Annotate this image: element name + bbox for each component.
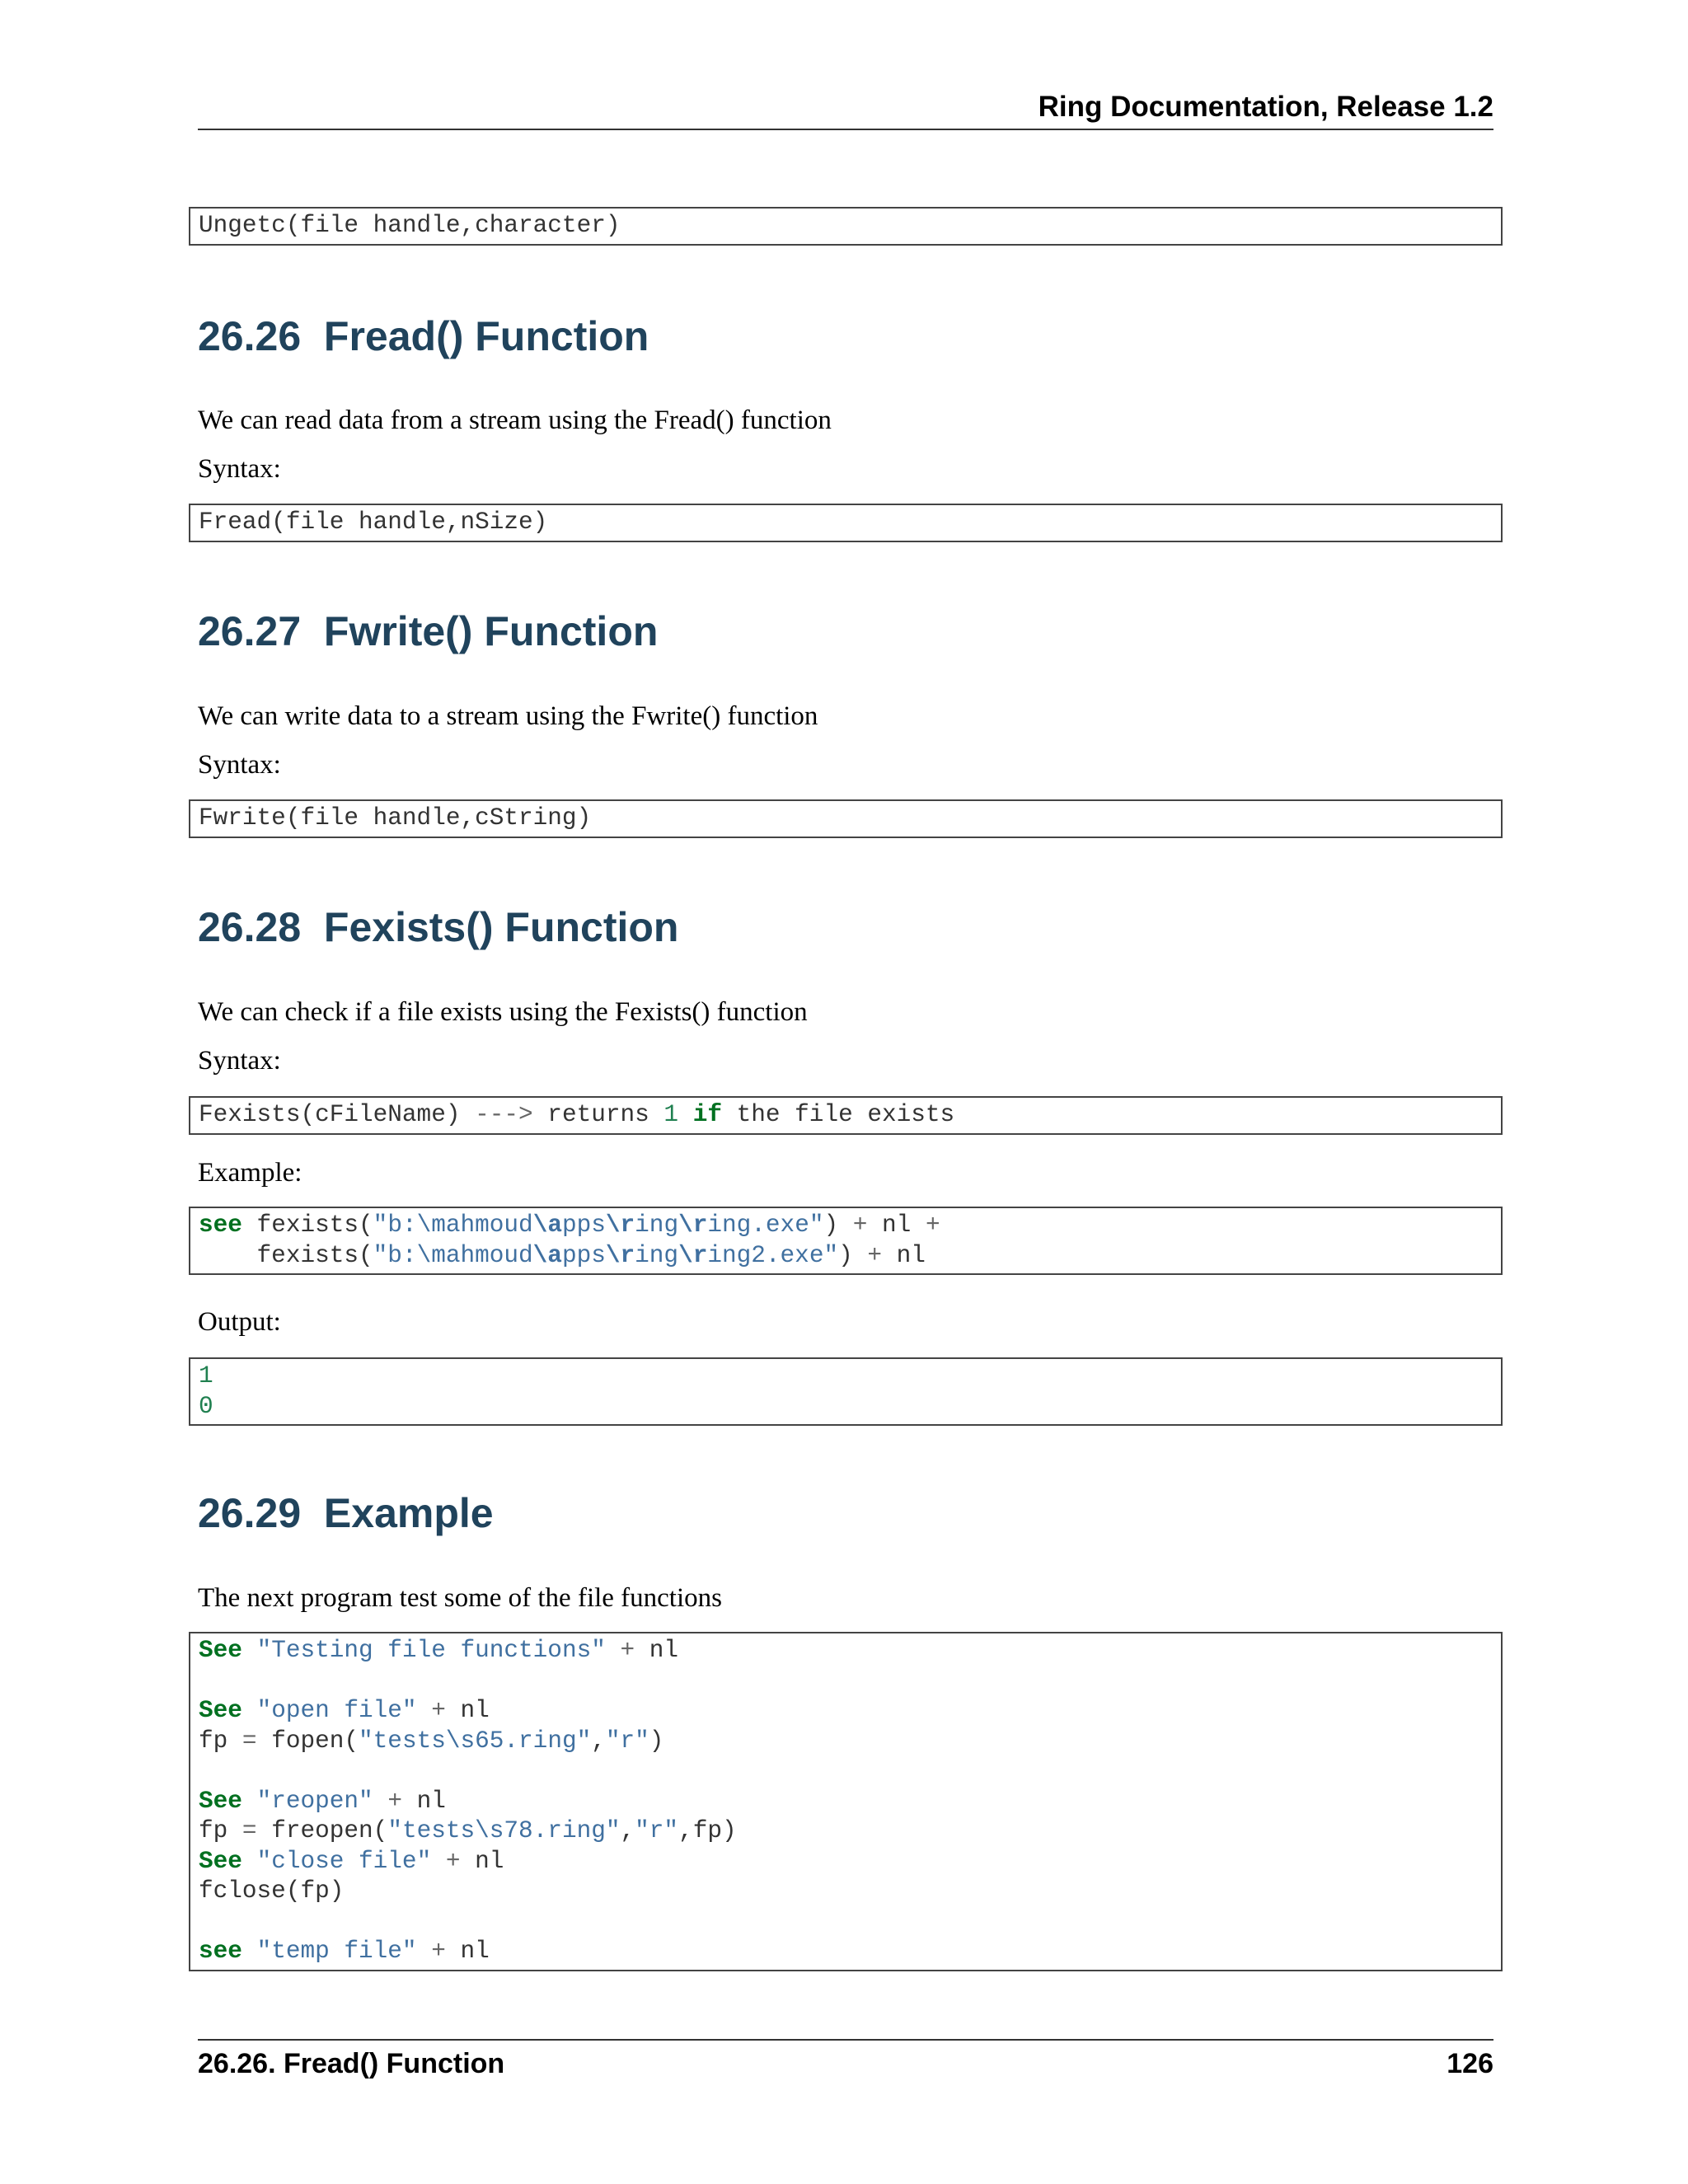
running-footer: [198, 2039, 1493, 2080]
paragraph: We can write data to a stream using the Fwrite() function: [198, 701, 818, 731]
section-heading-26-29: 26.29 Example: [198, 1490, 494, 1536]
example-label: Example:: [198, 1158, 302, 1188]
syntax-label: Syntax:: [198, 750, 281, 780]
page-number: 126: [1447, 2048, 1493, 2079]
code-block-fwrite: [189, 799, 1503, 838]
paragraph: We can check if a file exists using the Fexists() function: [198, 997, 808, 1027]
section-heading-26-27: 26.27 Fwrite() Function: [198, 608, 659, 654]
running-header: [198, 91, 1493, 130]
section-heading-26-26: 26.26 Fread() Function: [198, 313, 649, 359]
code-block-example-program: See "Testing file functions" + nl See "open file" + nl fp = fopen("tests\s65.ring","r") See "reopen" + nl fp = freopen("tests\s78.ring","r",fp) See "close file" + nl fclose(fp) see "temp file" + nl: [189, 1632, 1503, 1971]
code-block-ungetc: [189, 207, 1503, 246]
code-line: Fwrite(file handle,cString): [199, 804, 592, 832]
paragraph: We can read data from a stream using the Fread() function: [198, 405, 832, 435]
section-heading-26-28: 26.28 Fexists() Function: [198, 904, 679, 950]
document-page: [198, 0, 1493, 2184]
code-line: Ungetc(file handle,character): [199, 212, 621, 239]
footer-section: 26.26. Fread() Function: [198, 2048, 505, 2079]
output-label: Output:: [198, 1307, 281, 1337]
code-block-fexists-syntax: Fexists(cFileName) ---> returns 1 if the file exists: [189, 1096, 1503, 1135]
header-title: Ring Documentation, Release 1.2: [1038, 91, 1493, 123]
syntax-label: Syntax:: [198, 454, 281, 484]
paragraph: The next program test some of the file functions: [198, 1583, 722, 1613]
code-block-fexists-example: see fexists("b:\mahmoud\apps\ring\ring.exe") + nl + fexists("b:\mahmoud\apps\ring\ring2.exe") + nl: [189, 1207, 1503, 1275]
code-block-output: 1 0: [189, 1357, 1503, 1426]
syntax-label: Syntax:: [198, 1046, 281, 1076]
code-block-fread: [189, 504, 1503, 542]
code-line: Fread(file handle,nSize): [199, 509, 548, 536]
